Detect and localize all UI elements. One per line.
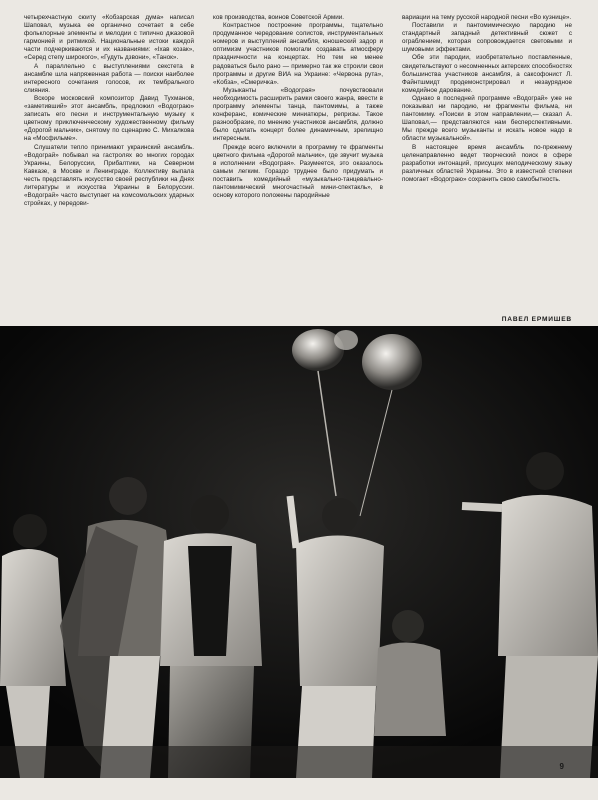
- paragraph: Однако в последней программе «Водограй» уже не показывал ни пародию, ни фрагменты фильма, ни пантомиму. «Поиски в этом направлении,— сказал А. Шаповал,— представляются нам бесперспективными. Мы прежде всего музыканты и искать новое надо в области музыкальной».: [402, 94, 572, 143]
- text-column-1: [24, 14, 194, 208]
- author-byline: ПАВЕЛ ЕРМИШЕВ: [501, 316, 572, 323]
- paragraph: Музыканты «Водограя» почувствовали необходимость расширить рамки своего жанра, ввести в программу элементы танца, пантомимы, а также конферанс, комические миниатюры, репризы. Такое разнообразие, по мнению участников ансамбля, должно было сделать концерт более динамичным, зрелищно интересным.: [213, 86, 383, 143]
- text-column-2: [213, 14, 383, 200]
- text-column-3: [402, 14, 572, 184]
- concert-photo-illustration: [0, 326, 598, 778]
- paragraph: четырехчастную сюиту «Кобзарская дума» написал Шаповал, музыка ее органично сочетает в себе фольклорные элементы и мелодии с типично джазовой гармонией и ритмикой. Национальные истоки каждой части подчеркиваются и их названиями: «Іхав козак», «Серед степу широкого», «Гудуть дзвони», «Танок».: [24, 14, 194, 62]
- paragraph: Прежде всего включили в программу те фрагменты цветного фильма «Дорогой мальчик», где звучит музыка в исполнении «Водограя». Разумеется, это оказалось самым легким. Гораздо труднее было придумать и поставить комедийный «музыкально-танцевально-пантомимический многочастный мини-спектакль», в основу которого положены пародийные: [213, 143, 383, 200]
- paragraph: Вскоре московский композитор Давид Тухманов, «заметивший» этот ансамбль, предложил «Водограю» записать его песни и инструментальную музыку к цветному приключенческому художественному фильму «Дорогой мальчик», снятому по сценарию С. Михалкова на «Мосфильме».: [24, 94, 194, 143]
- paragraph: ков производства, воинов Советской Армии.: [213, 14, 345, 21]
- page-number: 9: [559, 762, 564, 771]
- concert-photo: [0, 326, 598, 778]
- paragraph: Контрастное построение программы, тщательно продуманное чередование солистов, инструментальных номеров и выступлений ансамбля, юношеский задор и оптимизм участников помогали создавать атмосферу праздничности на концертах. Но тем не менее радоваться было рано — примерно так же строили свои программы и другие ВИА на Украине: «Червона рута», «Кобза», «Смеричка».: [213, 22, 383, 86]
- paragraph: Обе эти пародии, изобретательно поставленные, свидетельствуют о несомненных актерских способностях большинства участников ансамбля, а саксофонист Л. Файнтшмидт продемонстрировал и незаурядное комедийное дарование.: [402, 54, 572, 94]
- paragraph: вариации на тему русской народной песни «Во кузнице».: [402, 14, 572, 21]
- paragraph: А параллельно с выступлениями секстета в ансамбле шла напряженная работа — поиски наиболее интересного сочетания голосов, их тембрального слияния.: [24, 62, 194, 94]
- paragraph: В настоящее время ансамбль по-прежнему целенаправленно ведет творческий поиск в сфере разработки интонаций, присущих мелодическому языку различных областей Украины. Это в известной степени помогает «Водограю» сохранить свою самобытность.: [402, 143, 572, 183]
- paragraph: Слушатели тепло принимают украинский ансамбль. «Водограй» побывал на гастролях во многих городах Украины, Белоруссии, Прибалтики, на Северном Кавказе, в Москве и Ленинграде. Коллективу выпала честь представлять искусство своей республики на Днях литературы и искусства Украины в Белоруссии. «Водограй» часто выступает на комсомольских ударных стройках, у передови-: [24, 143, 194, 208]
- paragraph: Поставили и пантомимическую пародию не стандартный западный детективный сюжет с ограблением, которая сопровождается световыми и шумовыми эффектами.: [402, 22, 572, 54]
